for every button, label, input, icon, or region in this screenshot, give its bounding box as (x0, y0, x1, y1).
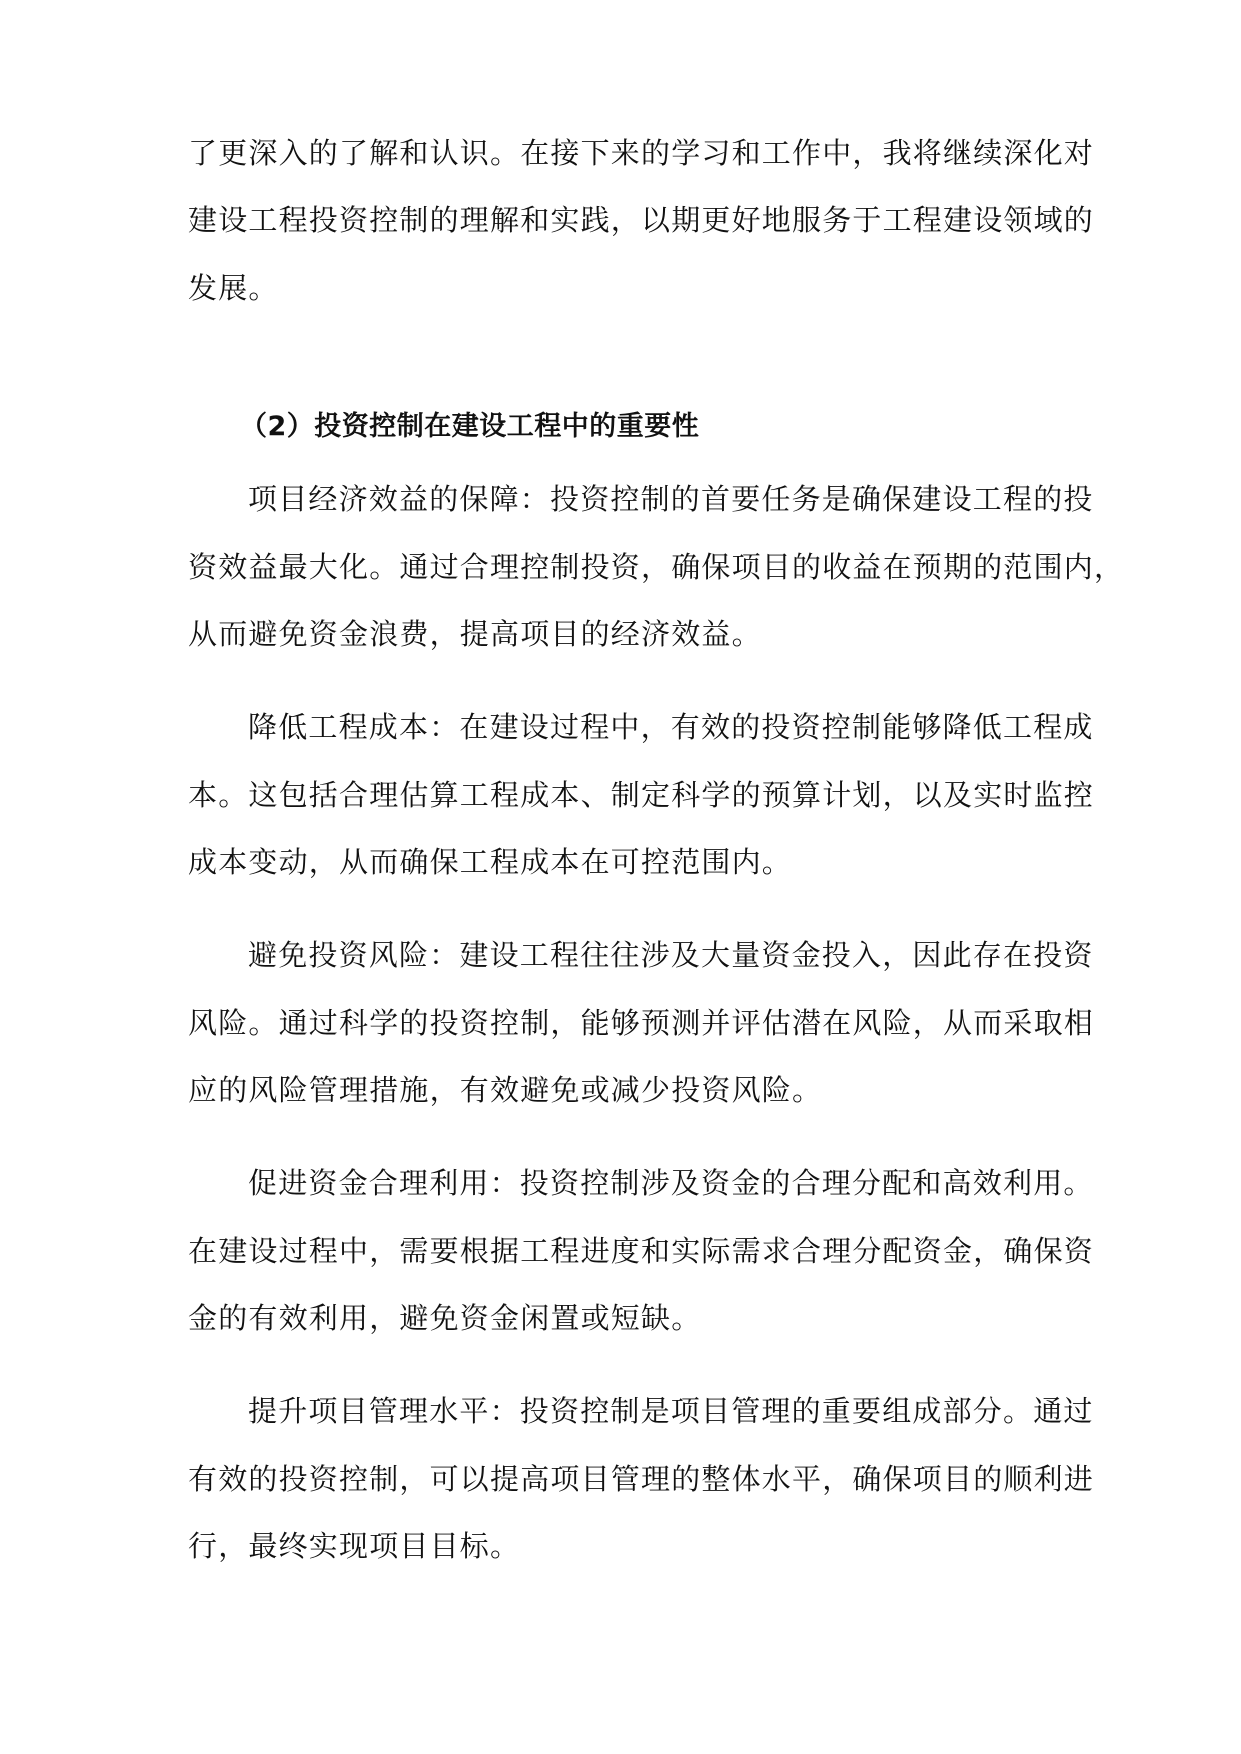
text-line: 在建设过程中，需要根据工程进度和实际需求合理分配资金，确保资 (188, 1234, 1095, 1268)
text-line: 降低工程成本：在建设过程中，有效的投资控制能够降低工程成 (248, 710, 1094, 744)
text-line: 应的风险管理措施，有效避免或减少投资风险。 (188, 1073, 823, 1107)
text-line: 了更深入的了解和认识。在接下来的学习和工作中，我将继续深化对 (188, 136, 1095, 170)
section-heading: （2）投资控制在建设工程中的重要性 (240, 411, 700, 442)
text-line: 发展。 (188, 271, 279, 305)
text-line: 本。这包括合理估算工程成本、制定科学的预算计划，以及实时监控 (188, 778, 1095, 812)
text-line: 风险。通过科学的投资控制，能够预测并评估潜在风险，从而采取相 (188, 1006, 1095, 1040)
text-line: 提升项目管理水平：投资控制是项目管理的重要组成部分。通过 (248, 1394, 1094, 1428)
text-line: 促进资金合理利用：投资控制涉及资金的合理分配和高效利用。 (248, 1166, 1094, 1200)
text-line: 项目经济效益的保障：投资控制的首要任务是确保建设工程的投 (248, 482, 1094, 516)
text-line: 避免投资风险：建设工程往往涉及大量资金投入，因此存在投资 (248, 938, 1094, 972)
text-line: 从而避免资金浪费，提高项目的经济效益。 (188, 617, 762, 651)
text-line: 行，最终实现项目目标。 (188, 1529, 521, 1563)
text-line: 金的有效利用，避免资金闲置或短缺。 (188, 1301, 702, 1335)
text-line: 建设工程投资控制的理解和实践，以期更好地服务于工程建设领域的 (188, 203, 1095, 237)
text-line: 资效益最大化。通过合理控制投资，确保项目的收益在预期的范围内， (188, 550, 1125, 584)
text-line: 有效的投资控制，可以提高项目管理的整体水平，确保项目的顺利进 (188, 1462, 1095, 1496)
text-line: 成本变动，从而确保工程成本在可控范围内。 (188, 845, 793, 879)
